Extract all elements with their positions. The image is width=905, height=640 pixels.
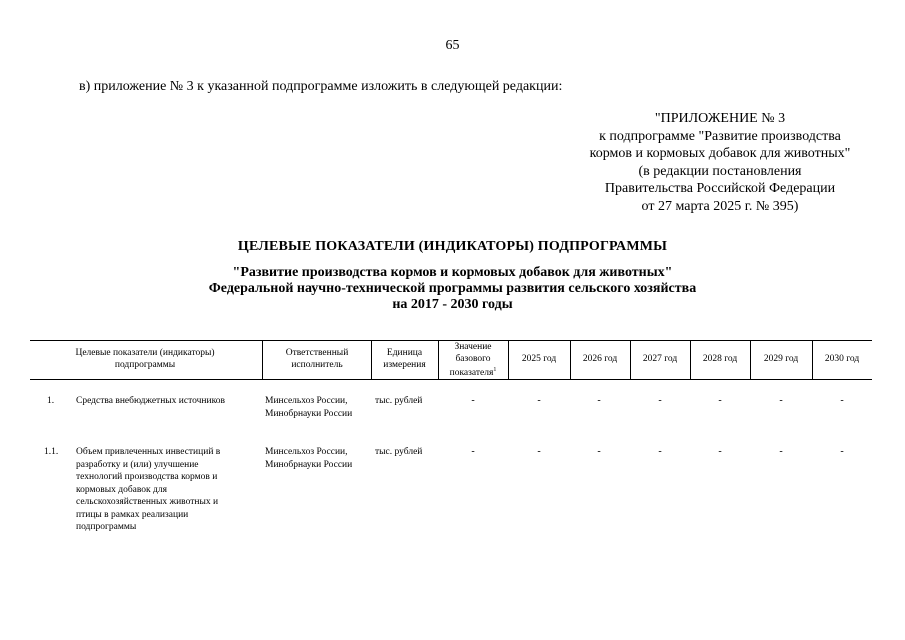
row-indicator: Средства внебюджетных источников [76,396,225,406]
column-divider [262,341,263,379]
row-base-value: - [471,395,475,406]
row-year-value: - [718,395,722,406]
row-year-value: - [840,446,844,457]
header-year: 2029 год [763,354,799,364]
row-year-value: - [658,446,662,457]
header-unit: Единица измерения [383,348,426,370]
row-unit: тыс. рублей [375,447,423,457]
header-base-value [440,342,506,380]
column-divider [508,341,509,379]
header-year: 2028 год [702,354,738,364]
document-subtitle [0,265,905,313]
row-year-value: - [718,446,722,457]
row-year-value: - [597,395,601,406]
row-unit: тыс. рублей [375,396,423,406]
row-year-value: - [537,395,541,406]
row-base-value: - [471,446,475,457]
row-year-value: - [658,395,662,406]
appendix-line: к подпрограмме "Развитие производства [599,128,841,144]
intro-text: в) приложение № 3 к указанной подпрограмме изложить в следующей редакции: [79,79,563,94]
row-number: 1.1. [44,447,59,457]
column-divider [630,341,631,379]
appendix-line: от 27 марта 2025 г. № 395) [641,198,799,214]
row-year-value: - [779,446,783,457]
row-year-value: - [537,446,541,457]
subtitle-line: "Развитие производства кормов и кормовых добавок для животных" [232,265,673,280]
row-indicator: Объем привлеченных инвестиций в разработку и (или) улучшение технологий производства кормов и кормовых добавок для сельскохозяйственных животных и птицы в рамках реализации подпрограммы [76,447,221,532]
appendix-line: "ПРИЛОЖЕНИЕ № 3 [654,111,786,126]
column-divider [570,341,571,379]
header-year: 2027 год [642,354,678,364]
row-executor: Минсельхоз России, Минобрнауки России [265,396,353,419]
document-title: ЦЕЛЕВЫЕ ПОКАЗАТЕЛИ (ИНДИКАТОРЫ) ПОДПРОГРАММЫ [237,239,668,254]
subtitle-line: на 2017 - 2030 годы [392,297,513,312]
header-year: 2030 год [824,354,860,364]
row-executor: Минсельхоз России, Минобрнауки России [265,447,353,470]
appendix-line: кормов и кормовых добавок для животных" [589,146,851,161]
page-number: 65 [445,38,460,53]
row-year-value: - [840,395,844,406]
header-indicator: Целевые показатели (индикаторы) подпрограммы [75,348,215,370]
row-number: 1. [47,396,55,406]
header-year: 2025 год [521,354,557,364]
row-year-value: - [597,446,601,457]
column-divider [750,341,751,379]
appendix-heading [560,110,880,215]
table-top-rule [30,340,872,341]
header-executor: Ответственный исполнитель [285,348,349,370]
header-base-label: Значение базового показателя [449,342,494,379]
footnote-marker: 1 [493,367,497,373]
header-year: 2026 год [582,354,618,364]
appendix-line: (в редакции постановления [638,163,802,179]
appendix-line: Правительства Российской Федерации [604,181,836,196]
column-divider [812,341,813,379]
subtitle-line: Федеральной научно-технической программы развития сельского хозяйства [208,281,697,296]
column-divider [371,341,372,379]
column-divider [438,341,439,379]
row-year-value: - [779,395,783,406]
column-divider [690,341,691,379]
